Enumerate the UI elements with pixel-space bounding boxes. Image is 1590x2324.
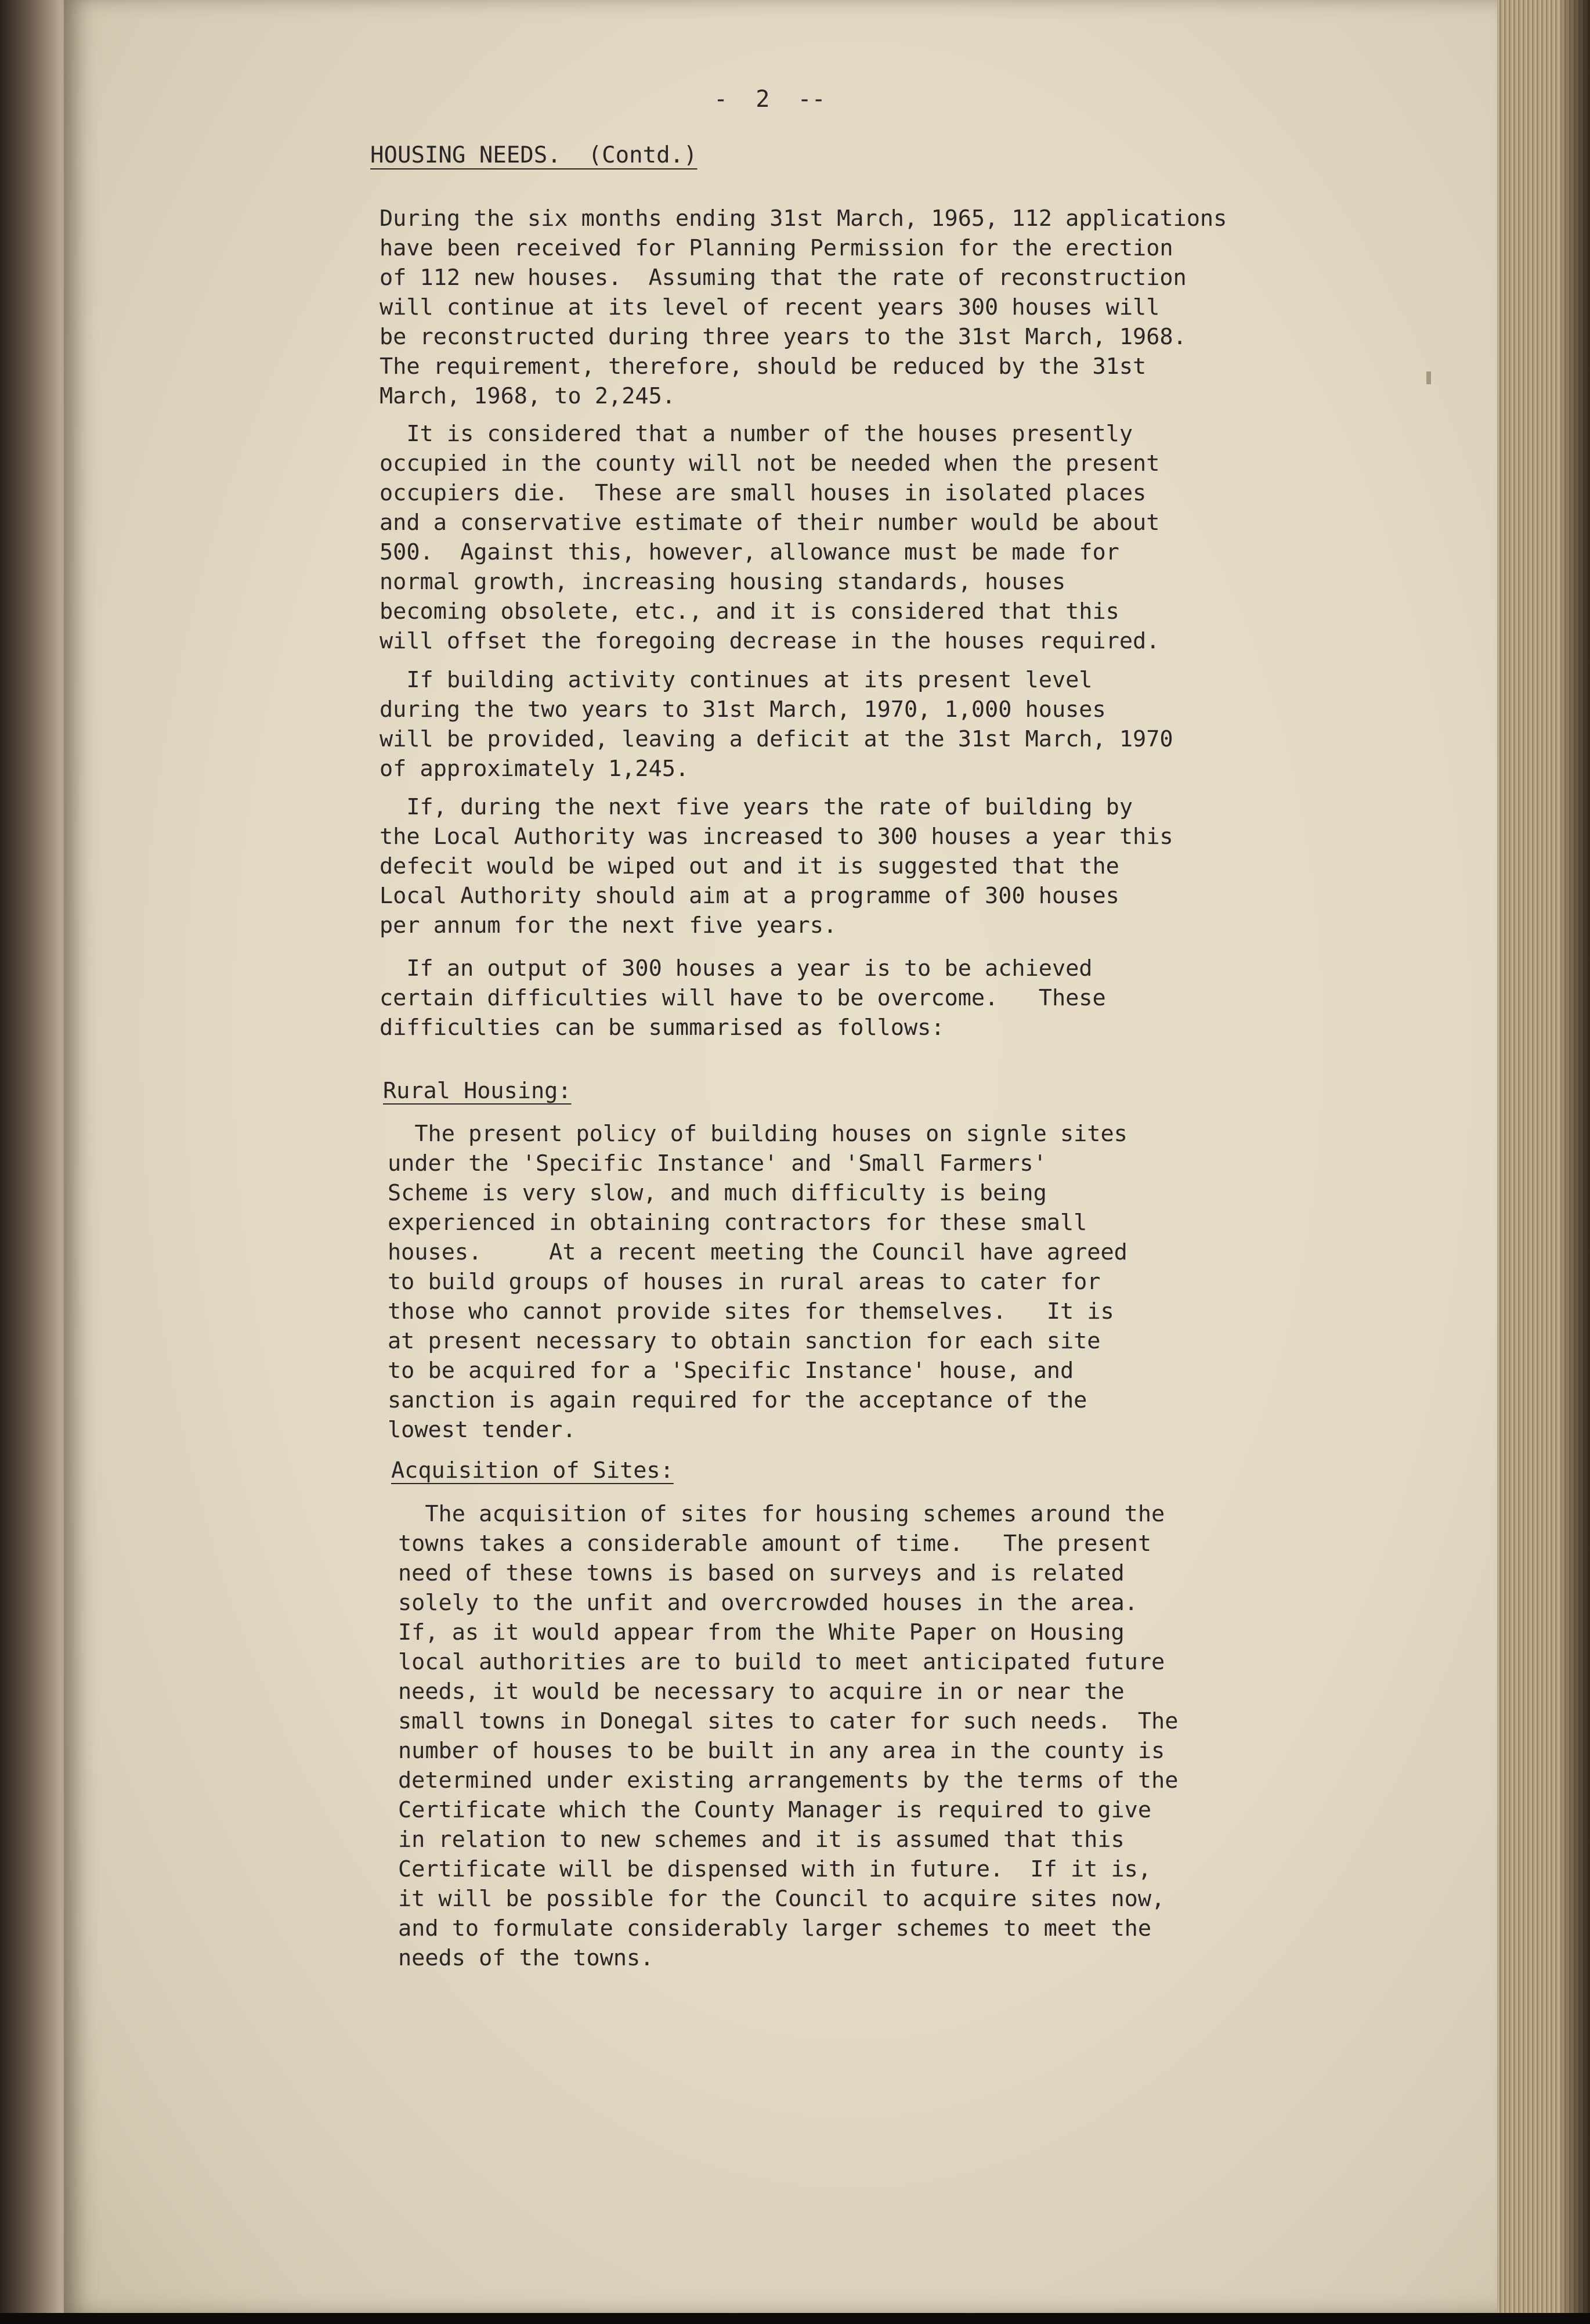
text-line: in relation to new schemes and it is assumed that this xyxy=(398,1827,1125,1853)
text-line: sanction is again required for the acceptance of the xyxy=(388,1387,1087,1413)
text-line: experienced in obtaining contractors for these small xyxy=(388,1210,1087,1236)
text-line: and to formulate considerably larger schemes to meet the xyxy=(398,1915,1152,1942)
text-line: The requirement, therefore, should be reduced by the 31st xyxy=(380,353,1147,380)
text-line: of approximately 1,245. xyxy=(380,756,689,782)
text-line: small towns in Donegal sites to cater for such needs. The xyxy=(398,1708,1179,1734)
text-line: number of houses to be built in any area in the county is xyxy=(398,1738,1165,1764)
text-line: It is considered that a number of the houses presently xyxy=(380,421,1133,447)
page-number: - 2 -- xyxy=(714,86,826,113)
text-line: per annum for the next five years. xyxy=(380,912,837,939)
subsection-heading: Acquisition of Sites: xyxy=(391,1457,674,1484)
text-line: normal growth, increasing housing standards, houses xyxy=(380,569,1066,595)
text-line: be reconstructed during three years to the 31st March, 1968. xyxy=(380,324,1187,350)
text-line: defecit would be wiped out and it is suggested that the xyxy=(380,853,1119,879)
text-line: will be provided, leaving a deficit at the 31st March, 1970 xyxy=(380,726,1173,752)
text-line: determined under existing arrangements by the terms of the xyxy=(398,1767,1179,1793)
bottom-edge xyxy=(0,2313,1590,2324)
text-line: becoming obsolete, etc., and it is considered that this xyxy=(380,598,1119,625)
text-line: to be acquired for a 'Specific Instance' house, and xyxy=(388,1358,1074,1384)
text-line: local authorities are to build to meet anticipated future xyxy=(398,1649,1165,1675)
text-line: March, 1968, to 2,245. xyxy=(380,383,675,409)
text-line: to build groups of houses in rural areas to cater for xyxy=(388,1269,1101,1295)
text-line: Certificate will be dispensed with in future. If it is, xyxy=(398,1856,1152,1882)
text-line: needs, it would be necessary to acquire in or near the xyxy=(398,1679,1125,1705)
text-line: occupiers die. These are small houses in isolated places xyxy=(380,480,1147,506)
text-line: If, as it would appear from the White Paper on Housing xyxy=(398,1619,1125,1645)
section-heading: HOUSING NEEDS. (Contd.) xyxy=(370,142,698,168)
text-line: During the six months ending 31st March, 1965, 112 applications xyxy=(380,205,1227,232)
text-line: lowest tender. xyxy=(388,1417,576,1443)
text-line: 500. Against this, however, allowance must be made for xyxy=(380,539,1119,565)
text-line: difficulties can be summarised as follows: xyxy=(380,1015,945,1041)
page-edges-shadow xyxy=(1561,0,1590,2313)
text-line: those who cannot provide sites for themselves. It is xyxy=(388,1298,1114,1325)
margin-mark xyxy=(1426,371,1431,384)
text-line: will offset the foregoing decrease in the houses required. xyxy=(380,628,1160,654)
text-line: The acquisition of sites for housing schemes around the xyxy=(398,1501,1165,1527)
text-line: and a conservative estimate of their number would be about xyxy=(380,510,1160,536)
text-line: need of these towns is based on surveys and is related xyxy=(398,1560,1125,1586)
text-line: solely to the unfit and overcrowded houses in the area. xyxy=(398,1590,1138,1616)
text-line: it will be possible for the Council to acquire sites now, xyxy=(398,1886,1165,1912)
text-line: will continue at its level of recent years 300 houses will xyxy=(380,294,1160,320)
text-line: Certificate which the County Manager is required to give xyxy=(398,1797,1152,1823)
text-line: the Local Authority was increased to 300 houses a year this xyxy=(380,824,1173,850)
subsection-heading: Rural Housing: xyxy=(383,1078,572,1104)
text-line: have been received for Planning Permission for the erection xyxy=(380,235,1173,261)
text-line: towns takes a considerable amount of time. The present xyxy=(398,1531,1152,1557)
text-line: If an output of 300 houses a year is to be achieved xyxy=(380,955,1093,981)
text-line: of 112 new houses. Assuming that the rate of reconstruction xyxy=(380,265,1187,291)
text-line: Scheme is very slow, and much difficulty is being xyxy=(388,1180,1047,1206)
text-line: under the 'Specific Instance' and 'Small Farmers' xyxy=(388,1150,1047,1177)
text-line: during the two years to 31st March, 1970, 1,000 houses xyxy=(380,697,1106,723)
text-line: at present necessary to obtain sanction for each site xyxy=(388,1328,1101,1354)
text-line: If, during the next five years the rate of building by xyxy=(380,794,1133,820)
text-line: Local Authority should aim at a programme of 300 houses xyxy=(380,883,1119,909)
text-line: occupied in the county will not be needed when the present xyxy=(380,450,1160,477)
text-line: If building activity continues at its present level xyxy=(380,667,1093,693)
text-line: needs of the towns. xyxy=(398,1945,654,1971)
text-line: houses. At a recent meeting the Council have agreed xyxy=(388,1239,1128,1265)
text-line: The present policy of building houses on signle sites xyxy=(388,1121,1128,1147)
text-line: certain difficulties will have to be overcome. These xyxy=(380,985,1106,1011)
